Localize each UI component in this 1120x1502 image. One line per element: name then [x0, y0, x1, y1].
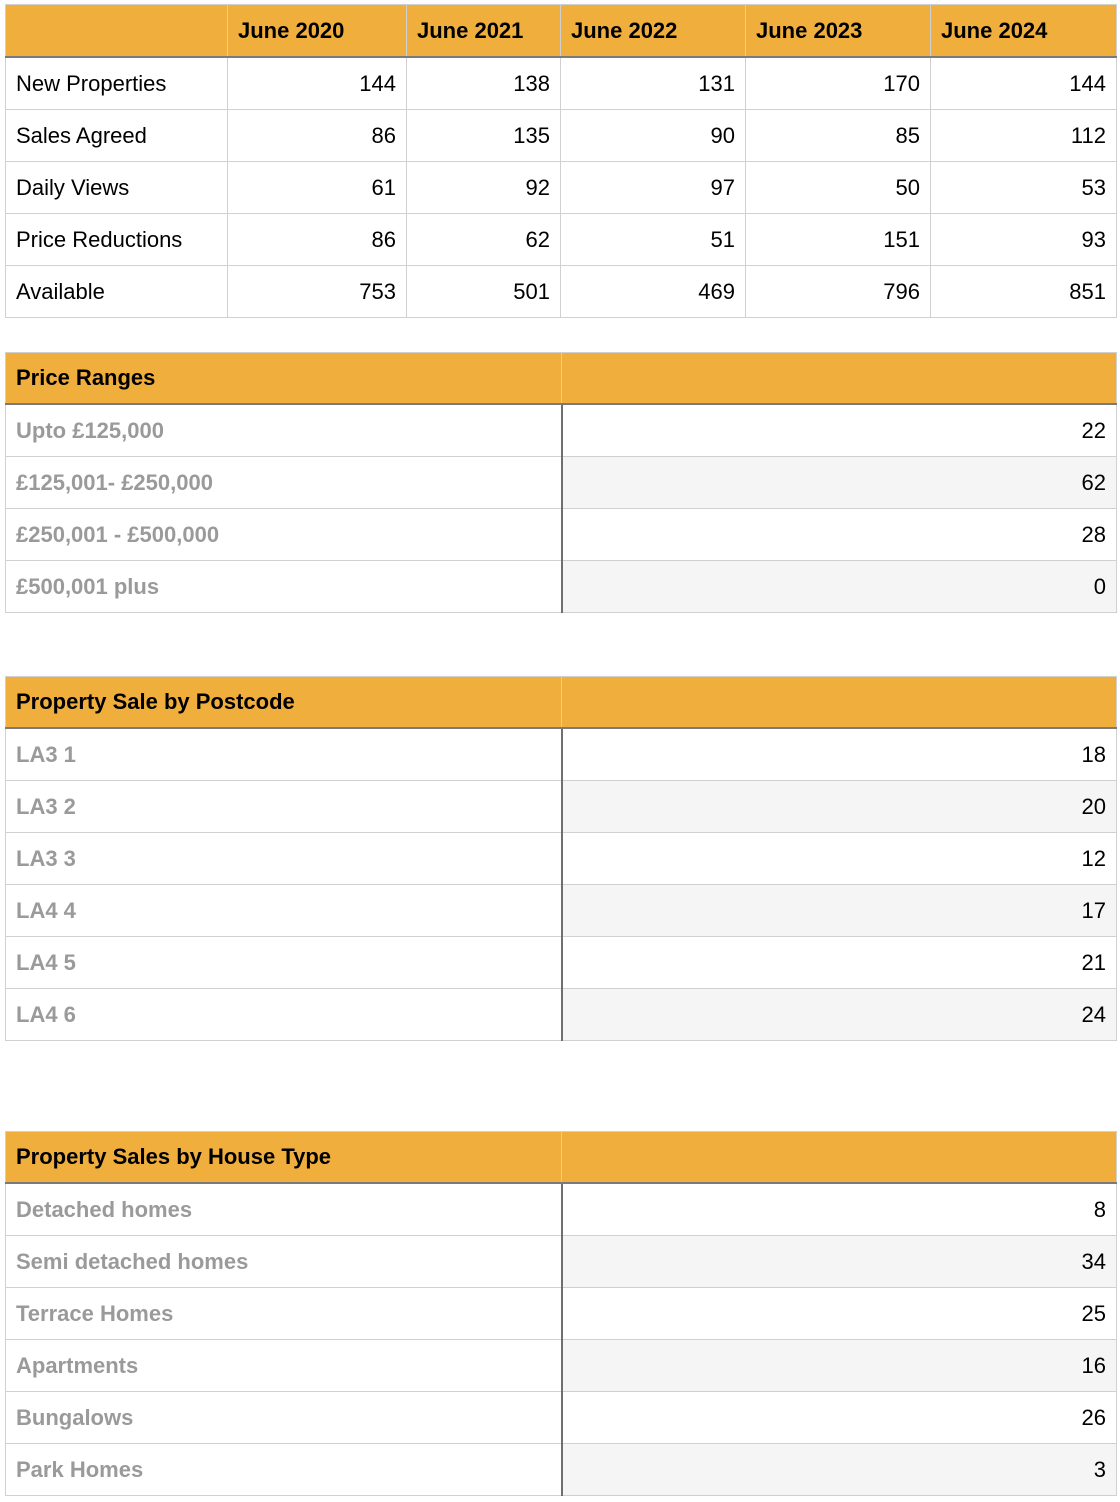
- row-label: Terrace Homes: [6, 1288, 562, 1340]
- empty-header: [562, 353, 1117, 405]
- cell-value: 144: [228, 57, 407, 110]
- yearly-stats-table: [5, 4, 1117, 318]
- cell-value: 62: [407, 214, 561, 266]
- cell-value: 86: [228, 110, 407, 162]
- corner-header: [6, 5, 228, 58]
- cell-value: 25: [562, 1288, 1117, 1340]
- table-row: [6, 1392, 1117, 1444]
- empty-header: [562, 677, 1117, 729]
- table-row: [6, 833, 1117, 885]
- cell-value: 144: [931, 57, 1117, 110]
- row-label: Park Homes: [6, 1444, 562, 1496]
- table-title: Property Sale by Postcode: [6, 677, 562, 729]
- row-label: Available: [6, 266, 228, 318]
- cell-value: 8: [562, 1183, 1117, 1236]
- cell-value: 20: [562, 781, 1117, 833]
- cell-value: 51: [561, 214, 746, 266]
- cell-value: 26: [562, 1392, 1117, 1444]
- cell-value: 18: [562, 728, 1117, 781]
- table-row: [6, 1236, 1117, 1288]
- cell-value: 53: [931, 162, 1117, 214]
- row-label: Semi detached homes: [6, 1236, 562, 1288]
- cell-value: 0: [562, 561, 1117, 613]
- table-row: [6, 561, 1117, 613]
- cell-value: 851: [931, 266, 1117, 318]
- postcode-sales-table: [5, 676, 1117, 1041]
- year-header: June 2023: [746, 5, 931, 58]
- table-row: [6, 404, 1117, 457]
- row-label: Bungalows: [6, 1392, 562, 1444]
- year-header: June 2022: [561, 5, 746, 58]
- table-row: [6, 781, 1117, 833]
- row-label: £125,001- £250,000: [6, 457, 562, 509]
- table-row: [6, 989, 1117, 1041]
- row-label: £250,001 - £500,000: [6, 509, 562, 561]
- row-label: LA4 5: [6, 937, 562, 989]
- cell-value: 17: [562, 885, 1117, 937]
- cell-value: 61: [228, 162, 407, 214]
- table-row: [6, 937, 1117, 989]
- cell-value: 97: [561, 162, 746, 214]
- table-row: [6, 1288, 1117, 1340]
- row-label: LA4 6: [6, 989, 562, 1041]
- row-label: Detached homes: [6, 1183, 562, 1236]
- cell-value: 92: [407, 162, 561, 214]
- row-label: LA3 1: [6, 728, 562, 781]
- empty-header: [562, 1132, 1117, 1184]
- house-type-sales-table: [5, 1131, 1117, 1496]
- cell-value: 135: [407, 110, 561, 162]
- table-header-row: [6, 1132, 1117, 1184]
- cell-value: 469: [561, 266, 746, 318]
- table-row: [6, 162, 1117, 214]
- cell-value: 112: [931, 110, 1117, 162]
- cell-value: 3: [562, 1444, 1117, 1496]
- cell-value: 22: [562, 404, 1117, 457]
- cell-value: 86: [228, 214, 407, 266]
- cell-value: 93: [931, 214, 1117, 266]
- cell-value: 85: [746, 110, 931, 162]
- cell-value: 21: [562, 937, 1117, 989]
- cell-value: 131: [561, 57, 746, 110]
- row-label: Apartments: [6, 1340, 562, 1392]
- cell-value: 12: [562, 833, 1117, 885]
- cell-value: 28: [562, 509, 1117, 561]
- cell-value: 796: [746, 266, 931, 318]
- cell-value: 170: [746, 57, 931, 110]
- year-header: June 2021: [407, 5, 561, 58]
- cell-value: 138: [407, 57, 561, 110]
- year-header: June 2024: [931, 5, 1117, 58]
- table-row: [6, 509, 1117, 561]
- table-header-row: [6, 677, 1117, 729]
- row-label: £500,001 plus: [6, 561, 562, 613]
- row-label: Upto £125,000: [6, 404, 562, 457]
- table-row: [6, 885, 1117, 937]
- cell-value: 34: [562, 1236, 1117, 1288]
- table-row: [6, 728, 1117, 781]
- cell-value: 24: [562, 989, 1117, 1041]
- cell-value: 753: [228, 266, 407, 318]
- row-label: LA4 4: [6, 885, 562, 937]
- table-header-row: [6, 5, 1117, 58]
- table-row: [6, 1340, 1117, 1392]
- table-row: [6, 1444, 1117, 1496]
- cell-value: 501: [407, 266, 561, 318]
- year-header: June 2020: [228, 5, 407, 58]
- cell-value: 151: [746, 214, 931, 266]
- cell-value: 50: [746, 162, 931, 214]
- row-label: Daily Views: [6, 162, 228, 214]
- cell-value: 62: [562, 457, 1117, 509]
- row-label: Sales Agreed: [6, 110, 228, 162]
- cell-value: 90: [561, 110, 746, 162]
- table-header-row: [6, 353, 1117, 405]
- row-label: LA3 3: [6, 833, 562, 885]
- table-row: [6, 1183, 1117, 1236]
- table-title: Property Sales by House Type: [6, 1132, 562, 1184]
- table-row: [6, 110, 1117, 162]
- table-title: Price Ranges: [6, 353, 562, 405]
- row-label: New Properties: [6, 57, 228, 110]
- table-row: [6, 266, 1117, 318]
- table-row: [6, 57, 1117, 110]
- row-label: Price Reductions: [6, 214, 228, 266]
- table-row: [6, 214, 1117, 266]
- price-ranges-table: [5, 352, 1117, 613]
- table-row: [6, 457, 1117, 509]
- row-label: LA3 2: [6, 781, 562, 833]
- cell-value: 16: [562, 1340, 1117, 1392]
